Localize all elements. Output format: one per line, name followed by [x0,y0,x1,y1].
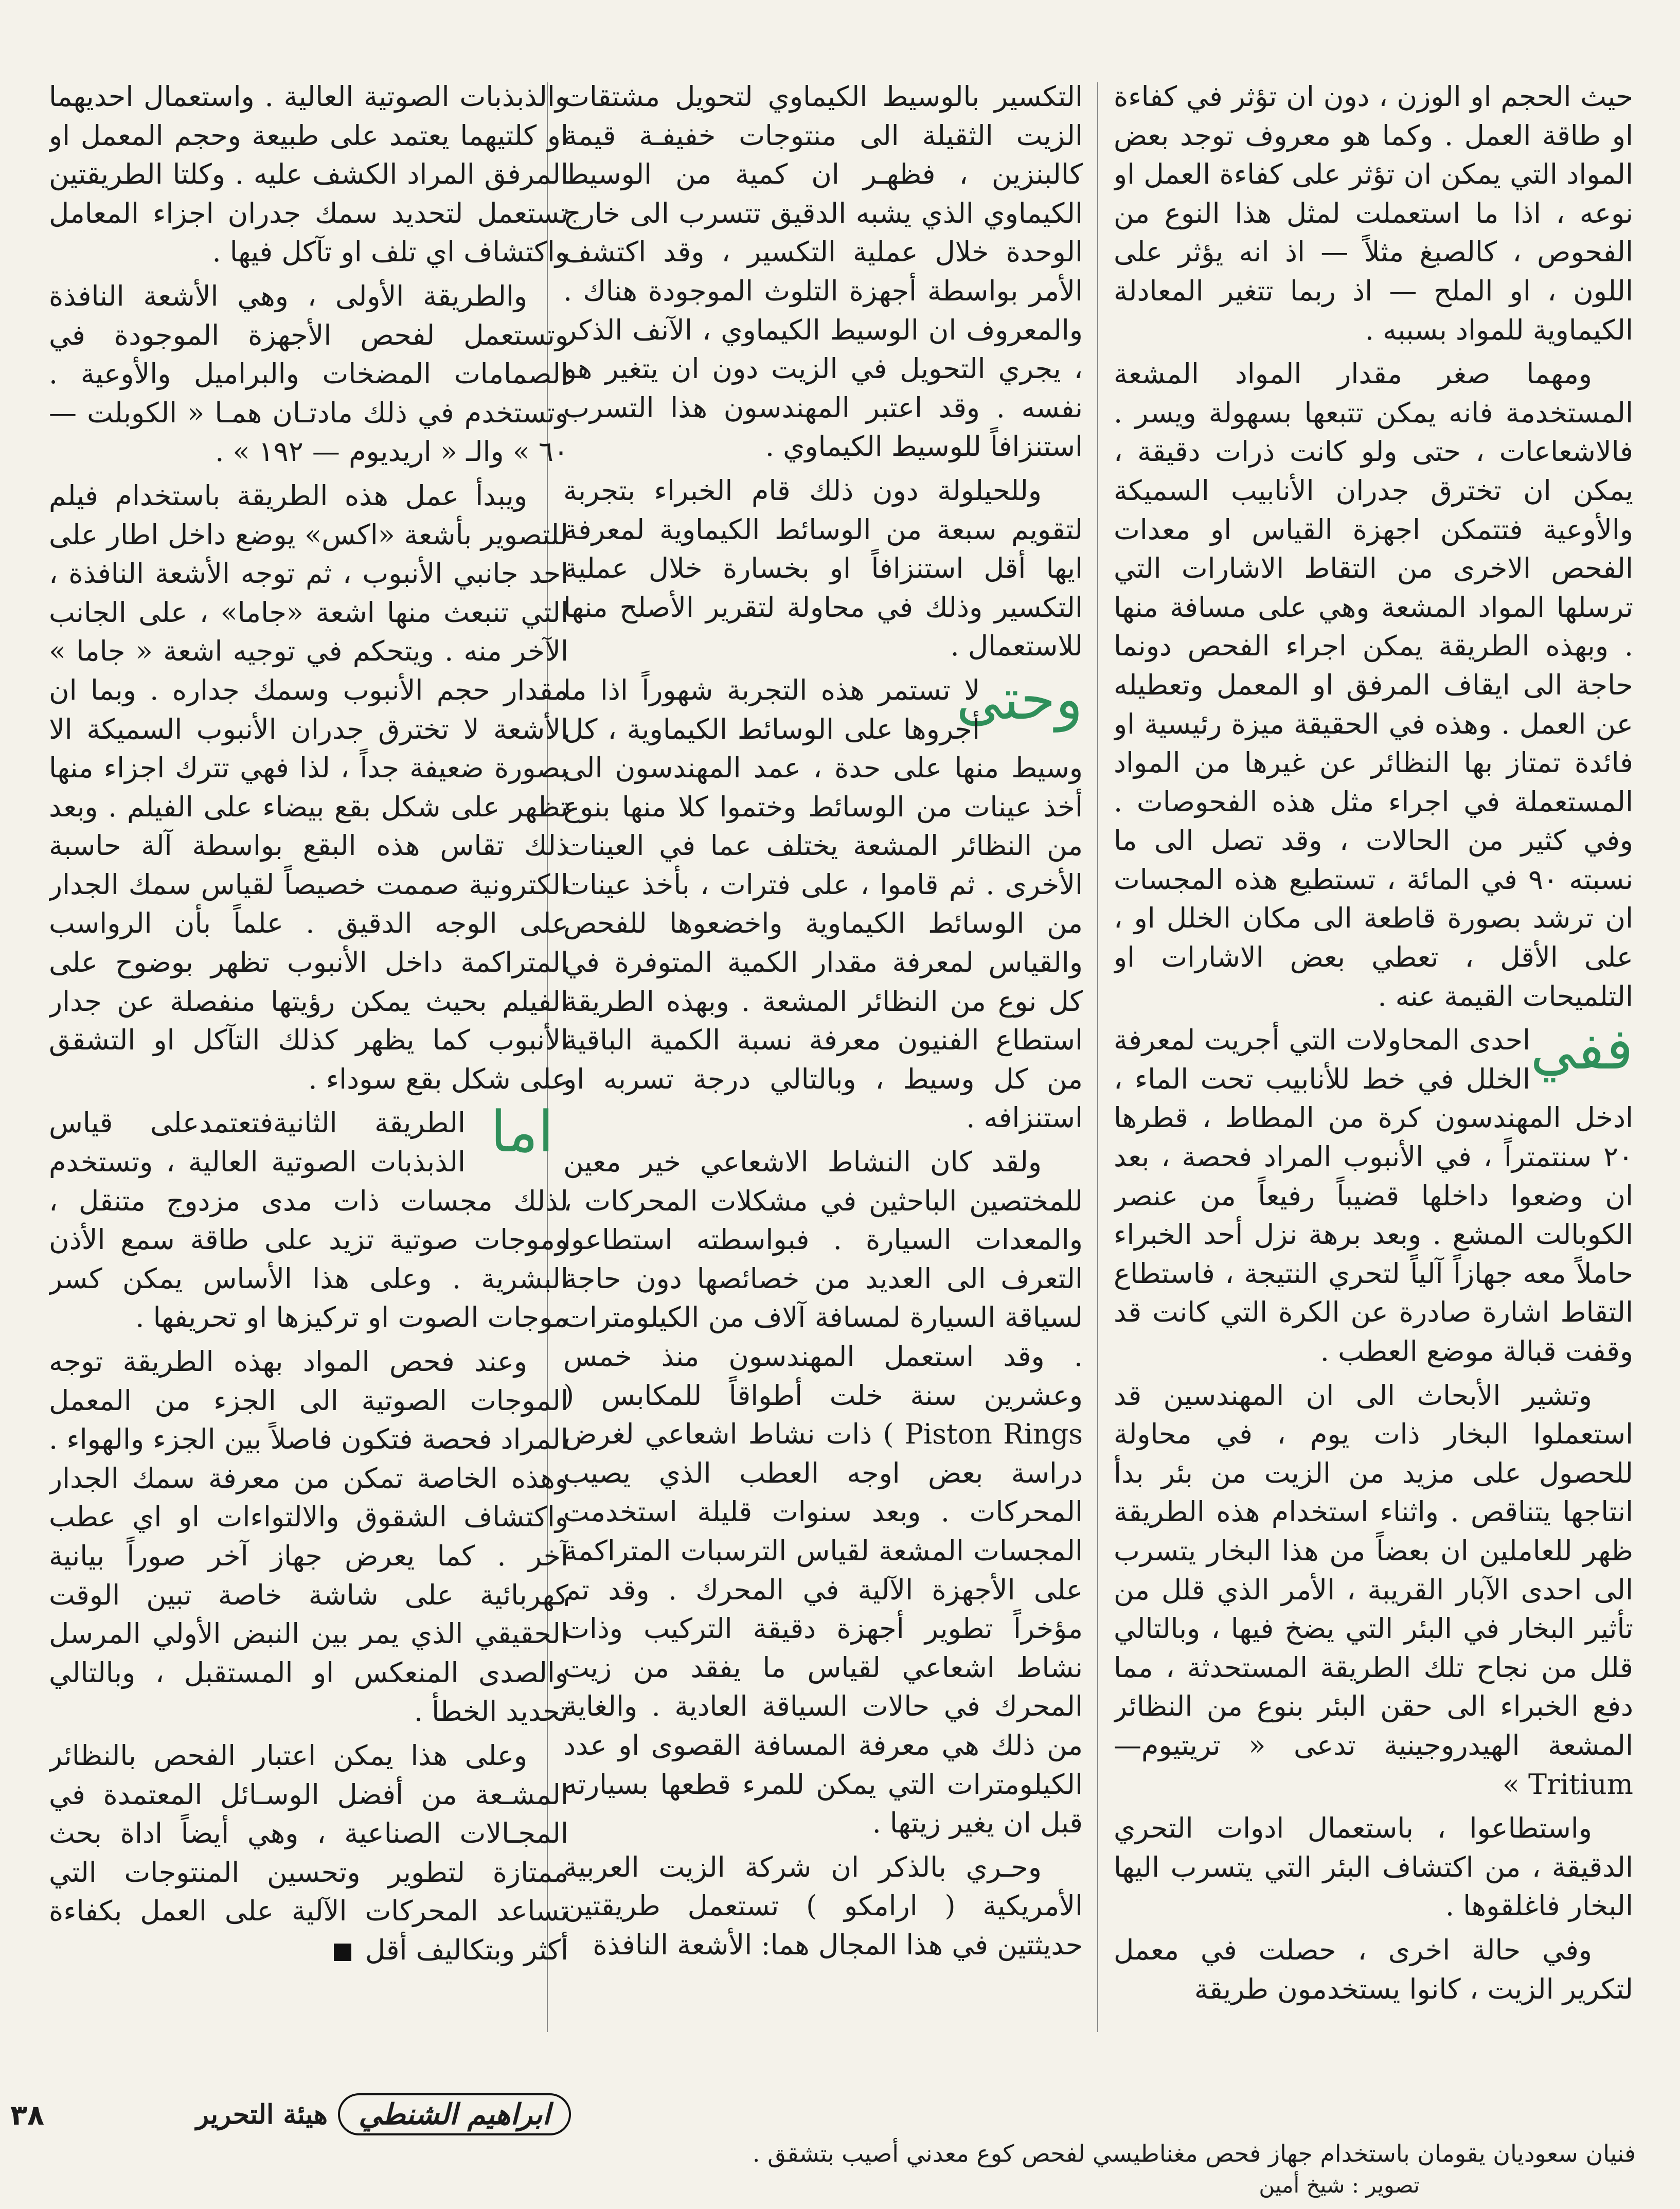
decorative-dropcap: ففي [1530,1016,1633,1082]
column-divider [1097,82,1098,2032]
paragraph: والطريقة الأولى ، وهي الأشعة النافذة وتستعمل لفحص الأجهزة الموجودة في الصمامات المضخات والبراميل والأوعية . وتستخدم في ذلك مادتـان همـا « الكوبلت — ٦٠ » والـ « اريديوم — ١٩٢ » . [49,279,568,468]
paragraph: وفي حالة اخرى ، حصلت في معمل لتكرير الزيت ، كانوا يستخدمون طريقة [1114,1933,1633,2005]
article-column-middle [563,77,1083,2037]
end-of-article-mark [334,1944,351,1961]
paragraph: والذبذبات الصوتية العالية . واستعمال احديهما او كلتيهما يعتمد على طبيعة وحجم المعمل او المرفق المراد الكشف عليه . وكلتا الطريقتين تستعمل لتحديد سمك جدران اجزاء المعامل واكتشاف اي تلف او تآكل فيها . [49,80,568,269]
paragraph: وتشير الأبحاث الى ان المهندسين قد استعملوا البخار ذات يوم ، في محاولة للحصول على مزيد من الزيت من بئر بدأ انتاجها يتناقص . واثناء استخدام هذه الطريقة ظهر للعاملين ان بعضاً من هذا البخار يتسرب الى احدى الآبار القريبة ، الأمر الذي قلل من تأثير البخار في البئر التي يضخ فيها ، وبالتالي قلل من نجاح تلك الطريقة المستحدثة ، مما دفع الخبراء الى حقن البئر بنوع من النظائر المشعة الهيدروجينية تدعى « تريتيوم—Tritium » [1114,1379,1633,1801]
paragraph-text: وعلى هذا يمكن اعتبار الفحص بالنظائر المشـعة من أفضل الوسـائل المعتمدة في المجـالات الصناعية ، وهي أيضاً اداة بحث ممتازة لتطوير وتحسين المنتوجات التي تساعد المحركات الآلية على العمل بكفاءة أكثر وبتكاليف أقل [49,1739,568,1966]
paragraph-text: احدى المحاولات التي أجريت لمعرفة الخلل في خط للأنابيب تحت الماء ، ادخل المهندسون كرة من المطاط ، قطرها ٢٠ سنتمتراً ، في الأنبوب المراد فحصة ، بعد ان وضعوا داخلها قضيباً رفيعاً من عنصر الكوبالت المشع . وبعد برهة نزل أحد الخبراء حاملاً معه جهازاً آلياً لتحري النتيجة ، فاستطاع التقاط اشارة صادرة عن الكرة التي كانت قد وقفت قبالة موضع العطب . [1114,1024,1633,1367]
paragraph: ومهما صغر مقدار المواد المشعة المستخدمة فانه يمكن تتبعها بسهولة ويسر . فالاشعاعات ، حتى ولو كانت ذرات دقيقة ، يمكن ان تخترق جدران الأنابيب السميكة والأوعية فتتمكن اجهزة القياس او معدات الفحص الاخرى من التقاط الاشارات التي ترسلها المواد المشعة وهي على مسافة منها . وبهذه الطريقة يمكن اجراء الفحص دونما حاجة الى ايقاف المرفق او المعمل وتعطيله عن العمل . وهذه في الحقيقة ميزة رئيسية او فائدة تمتاز بها النظائر عن غيرها من المواد المستعملة في اجراء مثل هذه الفحوصات . وفي كثير من الحالات ، وقد تصل الى ما نسبته ٩٠ في المائة ، تستطيع هذه المجسات ان ترشد بصورة قاطعة الى مكان الخلل او ، على الأقل ، تعطي بعض الاشارات او التلميحات القيمة عنه . [1114,358,1633,1012]
decorative-dropcap: اما [490,1099,554,1165]
paragraph: واستطاعوا ، باستعمال ادوات التحري الدقيقة ، من اكتشاف البئر التي يتسرب اليها البخار فاغلقوها . [1114,1812,1633,1922]
photo-caption [674,2137,1636,2201]
article-column-left [49,77,568,2037]
paragraph: وحـري بالذكر ان شركة الزيت العربية الأمريكية ( ارامكو ) تستعمل طريقتين حديثتين في هذا المجال هما: الأشعة النافذة [563,1850,1083,1961]
caption-text: فنيان سعوديان يقومان باستخدام جهاز فحص مغناطيسي لفحص كوع معدني أصيب بتشقق . [752,2140,1636,2167]
paragraph-with-dropcap [1114,1016,1633,1370]
paragraph: ويبدأ عمل هذه الطريقة باستخدام فيلم للتصوير بأشعة «اكس» يوضع داخل اطار على احد جانبي الأنبوب ، ثم توجه الأشعة النافذة ، التي تنبعث منها اشعة «جاما» ، على الجانب الآخر منه . ويتحكم في توجيه اشعة « جاما » مقدار حجم الأنبوب وسمك جداره . وبما ان الأشعة لا تخترق جدران الأنبوب السميكة الا بصورة ضعيفة جداً ، لذا فهي تترك اجزاء منها تظهر على شكل بقع بيضاء على الفيلم . وبعد ذلك تقاس هذه البقع بواسطة آلة حاسبة الكترونية صممت خصيصاً لقياس سمك الجدار على الوجه الدقيق . علماً بأن الرواسب المتراكمة داخل الأنبوب تظهر بوضوح على الفيلم بحيث يمكن رؤيتها منفصلة عن جدار الأنبوب كما يظهر كذلك التآكل او التشقق على شكل بقع سوداء . [49,479,568,1095]
article-column-right [1114,77,1633,2037]
author-signature [57,2089,571,2140]
paragraph [49,1736,568,1970]
paragraph: ولقد كان النشاط الاشعاعي خير معين للمختصين الباحثين في مشكلات المحركات ، والمعدات السيارة . فبواسطته استطاعوا التعرف الى العديد من خصائصها دون حاجة لسياقة السيارة لمسافة آلاف من الكيلومترات . وقد استعمل المهندسون منذ خمس وعشرين سنة خلت أطواقاً للمكابس ( Piston Rings ) ذات نشاط اشعاعي لغرض دراسة بعض اوجه العطب الذي يصيب المحركات . وبعد سنوات قليلة استخدمت المجسات المشعة لقياس الترسبات المتراكمة على الأجهزة الآلية في المحرك . وقد تم مؤخراً تطوير أجهزة دقيقة التركيب وذات نشاط اشعاعي لقياس ما يفقد من زيت المحرك في حالات السياقة العادية . والغاية من ذلك هي معرفة المسافة القصوى او عدد الكيلومترات التي يمكن للمرء قطعها بسيارته قبل ان يغير زيتها . [563,1146,1083,1840]
photo-credit: تصوير : شيخ أمين [1259,2172,1420,2198]
author-name: ابراهيم الشنطي [338,2093,571,2135]
paragraph: وعند فحص المواد بهذه الطريقة توجه الموجات الصوتية الى الجزء من المعمل المراد فحصة فتكون فاصلاً بين الجزء والهواء . وهذه الخاصة تمكن من معرفة سمك الجدار واكتشاف الشقوق والالتواءات او اي عطب آخر . كما يعرض جهاز آخر صوراً بيانية كهربائية على شاشة خاصة تبين الوقت الحقيقي الذي يمر بين النبض الأولي المرسل والصدى المنعكس او المستقبل ، وبالتالي تحديد الخطأ . [49,1345,568,1728]
paragraph: حيث الحجم او الوزن ، دون ان تؤثر في كفاءة او طاقة العمل . وكما هو معروف توجد بعض المواد التي يمكن ان تؤثر على كفاءة العمل او نوعه ، اذا ما استعملت لمثل هذا النوع من الفحوص ، كالصبغ مثلاً — اذ انه يؤثر على اللون ، او الملح — اذ ربما تتغير المعادلة الكيماوية للمواد بسببه . [1114,80,1633,346]
paragraph-text: لا تستمر هذه التجربة شهوراً اذا ما أجروها على الوسائط الكيماوية ، كل وسيط منها على حدة ، عمد المهندسون الى أخذ عينات من الوسائط وختموا كلا منها بنوع من النظائر المشعة يختلف عما في العينات الأخرى . ثم قاموا ، على فترات ، بأخذ عينات من الوسائط الكيماوية واخضعوها للفحص والقياس لمعرفة مقدار الكمية المتوفرة في كل نوع من النظائر المشعة . وبهذه الطريقة استطاع الفنيون معرفة نسبة الكمية الباقية من كل وسيط ، وبالتالي درجة تسربه او استنزافه . [563,673,1083,1134]
paragraph: وللحيلولة دون ذلك قام الخبراء بتجربة لتقويم سبعة من الوسائط الكيماوية لمعرفة ايها أقل استنزافاً او بخسارة خلال عملية التكسير وذلك في محاولة لتقرير الأصلح منها للاستعمال . [563,474,1083,663]
paragraph: التكسير بالوسيط الكيماوي لتحويل مشتقات الزيت الثقيلة الى منتوجات خفيفـة قيمة كالبنزين ، فظهـر ان كمية من الوسيط الكيماوي الذي يشبه الدقيق تتسرب الى خارج الوحدة خلال عملية التكسير ، وقد اكتشف الأمر بواسطة أجهزة التلوث الموجودة هناك . والمعروف ان الوسيط الكيماوي ، الآنف الذكر ، يجري التحويل في الزيت دون ان يتغير هو نفسه . وقد اعتبر المهندسون هذا التسرب استنزافاً للوسيط الكيماوي . [563,80,1083,463]
paragraph-text: الطريقة الثانيةفتعتمدعلى قياس الذبذبات الصوتية العالية ، وتستخدم لذلك مجسات ذات مدى مزدوج متنقل ، وموجات صوتية تزيد على طاقة سمع الأذن البشرية . وعلى هذا الأساس يمكن كسر موجات الصوت او تركيزها او تحريفها . [49,1107,568,1334]
author-label: هيئة التحرير [195,2098,328,2130]
page-number: ٣٨ [10,2099,44,2131]
paragraph-with-dropcap [563,666,1083,1137]
paragraph-with-dropcap [49,1099,568,1337]
decorative-dropcap: وحتى [956,666,1083,732]
